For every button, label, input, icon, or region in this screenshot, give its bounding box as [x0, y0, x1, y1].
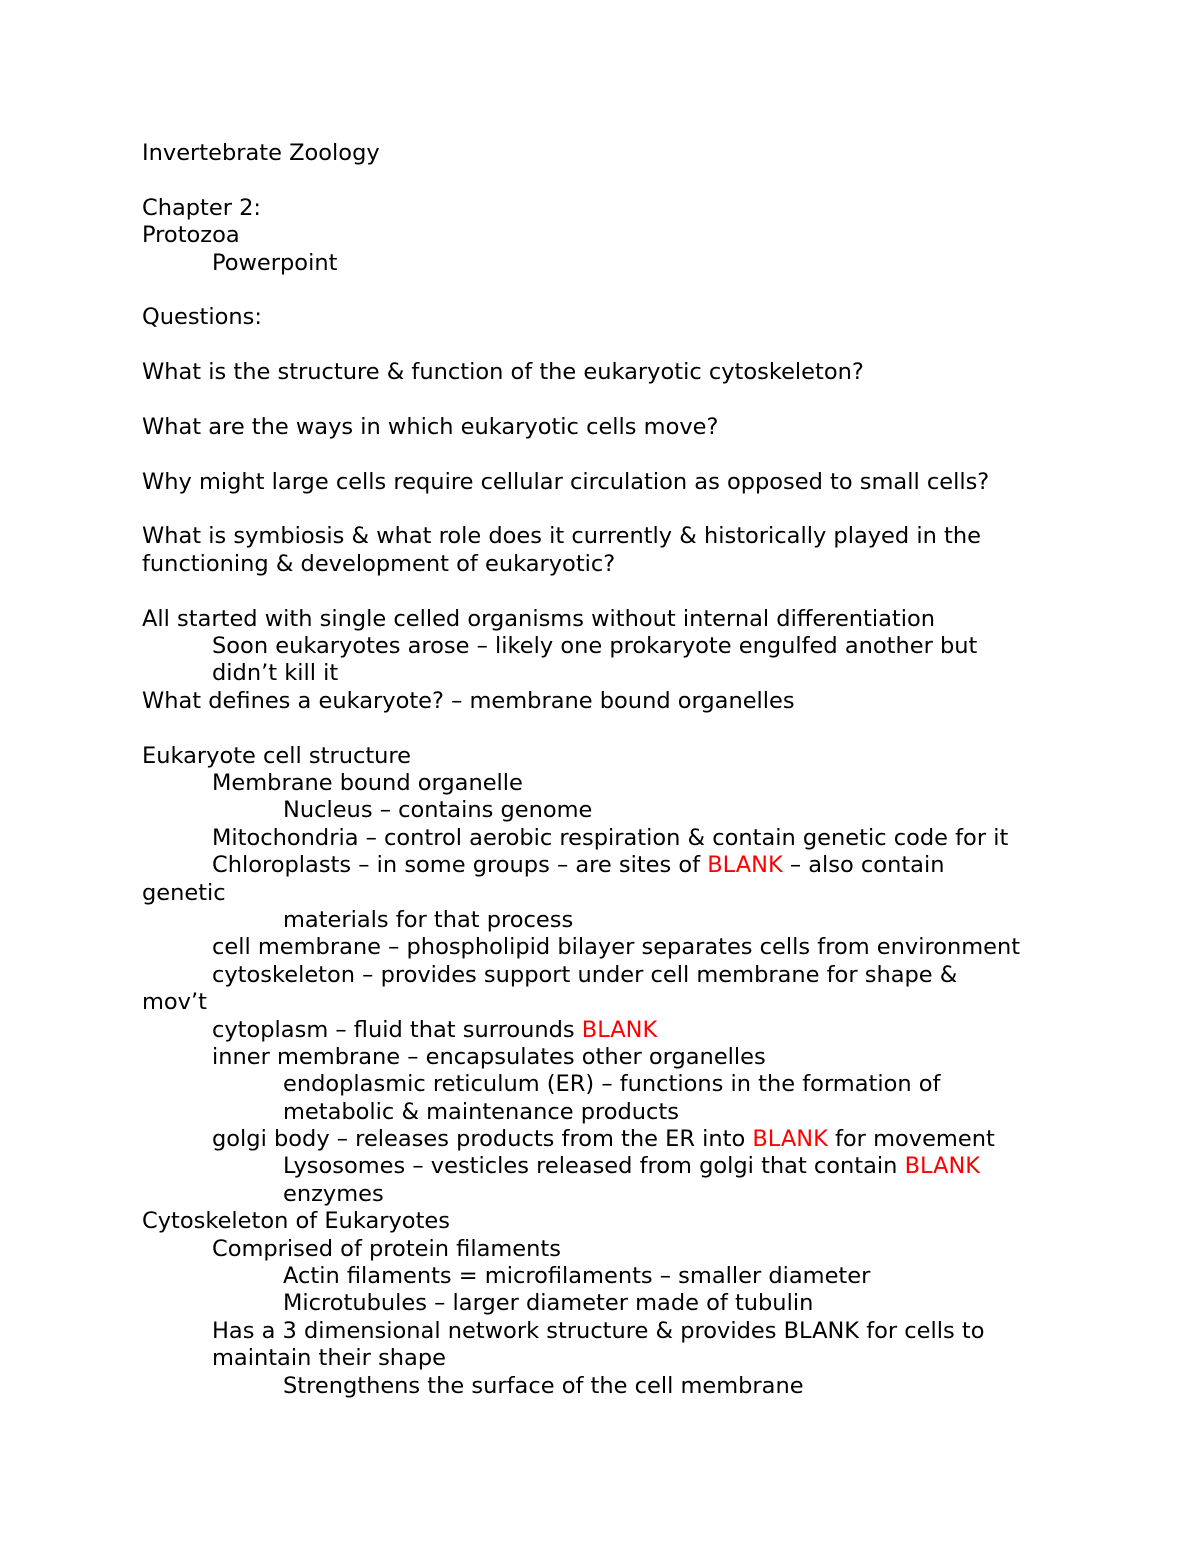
note-inner-membrane: inner membrane – encapsulates other organelles — [212, 1043, 766, 1070]
spacer — [142, 578, 1082, 605]
question-1: What is the structure & function of the eukaryotic cytoskeleton? — [142, 359, 864, 386]
note-cytoskeleton: cytoskeleton – provides support under cell membrane for shape & — [212, 961, 958, 988]
questions-heading: Questions: — [142, 304, 262, 331]
question-4-line-1: What is symbiosis & what role does it currently & historically played in the — [142, 523, 981, 550]
note-text: golgi body – releases products from the ER into — [212, 1126, 753, 1153]
document-page — [142, 140, 1082, 1400]
note-chloroplasts-wrap: genetic — [142, 879, 226, 906]
section-heading-cell-structure: Eukaryote cell structure — [142, 742, 412, 769]
spacer — [142, 387, 1082, 414]
document-title: Invertebrate Zoology — [142, 140, 380, 166]
note-strengthens: Strengthens the surface of the cell membrane — [283, 1372, 804, 1399]
note-cytoskeleton-wrap: mov’t — [142, 989, 207, 1016]
note-network-1: Has a 3 dimensional network structure & provides BLANK for cells to — [212, 1317, 985, 1344]
note-network-2: maintain their shape — [212, 1345, 446, 1372]
note-golgi — [142, 1126, 1082, 1153]
note-cytoplasm — [142, 1017, 1082, 1044]
chapter-subject: Protozoa — [142, 222, 240, 249]
note-lysosomes-wrap: enzymes — [283, 1180, 384, 1207]
note-text: Lysosomes – vesticles released from golgi that contain — [283, 1153, 905, 1180]
note-mitochondria: Mitochondria – control aerobic respiration & contain genetic code for it — [212, 824, 1009, 851]
note-text: cytoplasm – fluid that surrounds — [212, 1016, 582, 1043]
blank-highlight: BLANK — [581, 1016, 658, 1043]
note-microtubules: Microtubules – larger diameter made of tubulin — [283, 1290, 814, 1317]
note-text: for movement — [827, 1126, 995, 1153]
question-3: Why might large cells require cellular circulation as opposed to small cells? — [142, 468, 990, 495]
note-er-2: metabolic & maintenance products — [283, 1098, 679, 1125]
spacer — [142, 277, 1082, 304]
chapter-label: Chapter 2: — [142, 194, 262, 221]
note-chloroplasts-materials: materials for that process — [283, 906, 574, 933]
note-er-1: endoplasmic reticulum (ER) – functions in the formation of — [283, 1071, 941, 1098]
spacer — [142, 715, 1082, 742]
note-actin: Actin filaments = microfilaments – smaller diameter — [283, 1263, 871, 1290]
note-text: – also contain — [782, 852, 945, 879]
note-eukaryote-definition: What defines a eukaryote? – membrane bound organelles — [142, 687, 795, 714]
question-4-line-2: functioning & development of eukaryotic? — [142, 550, 616, 577]
note-cell-membrane: cell membrane – phospholipid bilayer separates cells from environment — [212, 934, 1021, 961]
note-eukaryote-origin-2: didn’t kill it — [212, 660, 339, 687]
blank-highlight: BLANK — [904, 1153, 981, 1180]
note-text: Chloroplasts – in some groups – are sites of — [212, 852, 708, 879]
question-2: What are the ways in which eukaryotic cells move? — [142, 413, 719, 440]
note-membrane-bound: Membrane bound organelle — [212, 769, 523, 796]
spacer — [142, 167, 1082, 194]
note-eukaryote-origin-1: Soon eukaryotes arose – likely one prokaryote engulfed another but — [212, 633, 978, 660]
spacer — [142, 441, 1082, 468]
blank-highlight: BLANK — [707, 852, 783, 879]
note-chloroplasts — [142, 852, 1082, 879]
chapter-subtitle: Powerpoint — [212, 249, 338, 276]
section-heading-cytoskeleton: Cytoskeleton of Eukaryotes — [142, 1208, 450, 1235]
spacer — [142, 496, 1082, 523]
note-nucleus: Nucleus – contains genome — [283, 797, 593, 824]
note-origin: All started with single celled organisms without internal differentiation — [142, 605, 936, 632]
note-protein-filaments: Comprised of protein filaments — [212, 1235, 561, 1262]
spacer — [142, 332, 1082, 359]
blank-highlight: BLANK — [752, 1126, 828, 1153]
note-lysosomes — [142, 1153, 1082, 1180]
